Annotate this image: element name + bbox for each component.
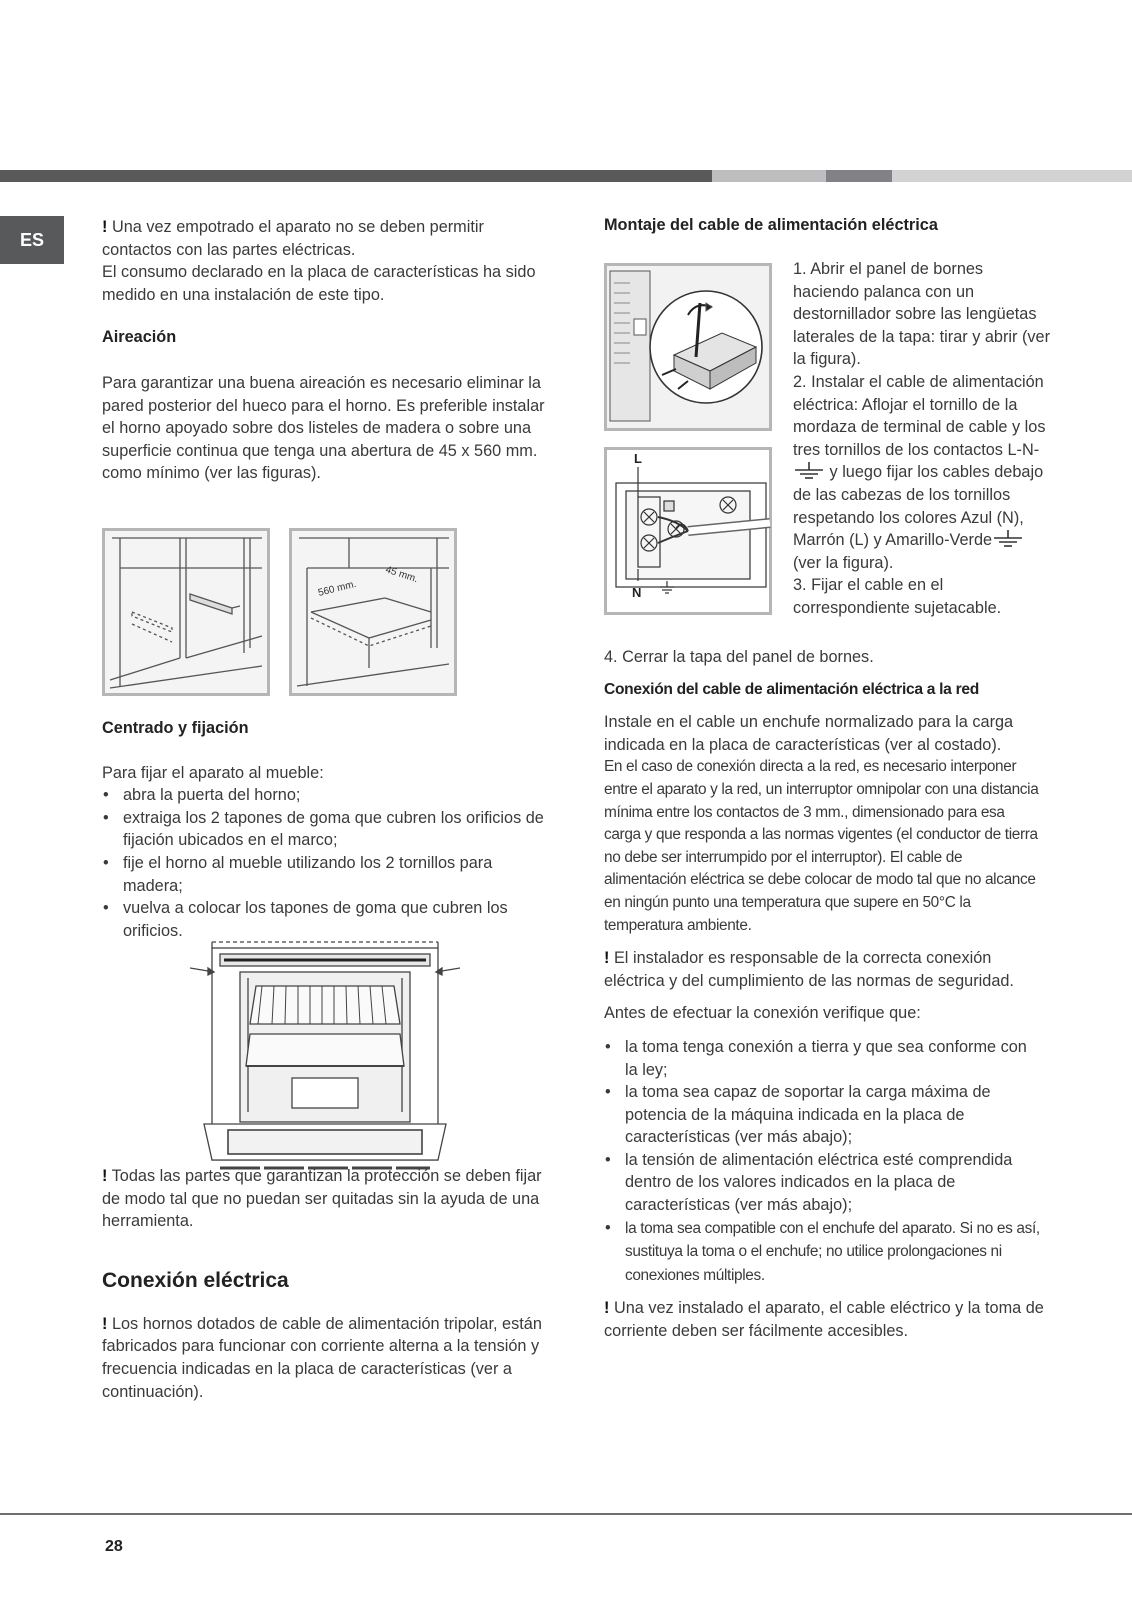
verify-intro: Antes de efectuar la conexión verifique que: bbox=[604, 1004, 921, 1023]
list-item: • la tensión de alimentación eléctrica esté comprendida dentro de los valores indicados en la placa de características (ver más abajo); bbox=[604, 1149, 1044, 1217]
terminal-wiring-figure bbox=[604, 447, 772, 615]
page-number: 28 bbox=[105, 1538, 123, 1555]
electrical-title: Conexión eléctrica bbox=[102, 1268, 289, 1292]
centering-list bbox=[102, 784, 552, 942]
right-column-body bbox=[604, 646, 1044, 1343]
consumption-note: El consumo declarado en la placa de características ha sido medido en una instalación de este tipo. bbox=[102, 263, 536, 304]
list-item: • extraiga los 2 tapones de goma que cubren los orificios de fijación ubicados en el marco; bbox=[102, 807, 552, 852]
aeration-figure-1 bbox=[102, 528, 270, 696]
header-bar-dark bbox=[0, 170, 712, 182]
final-warning: ! Una vez instalado el aparato, el cable eléctrico y la toma de corriente deben ser fácilmente accesibles. bbox=[604, 1299, 1044, 1341]
electrical-warning: ! Los hornos dotados de cable de alimentación tripolar, están fabricados para funcionar con corriente alterna a la tensión y frecuencia indicadas en la placa de características (ver a continuación). bbox=[102, 1314, 542, 1401]
aeration-text: Para garantizar una buena aireación es necesario eliminar la pared posterior del hueco para el horno. Es preferible instalar el horno apoyado sobre dos listeles de madera o sobre una superficie continua que tenga una abertura de 45 x 560 mm. como mínimo (ver las figuras). bbox=[102, 373, 545, 483]
terminal-L-label: L bbox=[634, 451, 642, 466]
list-item: • la toma sea compatible con el enchufe del aparato. Si no es así, sustituya la toma o el enchufe; no utilice prolongaciones ni conexiones múltiples. bbox=[604, 1217, 1044, 1288]
left-column-bottom bbox=[102, 1165, 552, 1403]
warning-mark: ! bbox=[102, 1314, 108, 1333]
direct-connection-text: En el caso de conexión directa a la red, es necesario interponer entre el aparato y la red, un interruptor omnipolar con una distancia mínima entre los contactos de 3 mm., dimensionado para esa carga y que responda a las normas vigentes (el conductor de tierra no debe ser interrumpido por el interruptor). El cable de alimentación eléctrica se debe colocar de modo tal que no alcance en ningún punto una temperatura que supere en 50°C la temperatura ambiente. bbox=[604, 758, 1039, 934]
language-tab: ES bbox=[0, 216, 64, 264]
oven-fixing-figure bbox=[190, 938, 460, 1174]
earth-icon bbox=[793, 462, 825, 480]
header-bar-pale bbox=[892, 170, 1132, 182]
warning-mark: ! bbox=[102, 218, 108, 236]
intro-warning: ! Una vez empotrado el aparato no se deben permitir contactos con las partes eléctricas. bbox=[102, 218, 484, 259]
list-item: • abra la puerta del horno; bbox=[102, 784, 552, 807]
terminal-N-label: N bbox=[632, 585, 642, 600]
list-item: • vuelva a colocar los tapones de goma que cubren los orificios. bbox=[102, 897, 552, 942]
header-bar-mid bbox=[826, 170, 892, 182]
aeration-title: Aireación bbox=[102, 328, 177, 347]
warning-mark: ! bbox=[604, 949, 610, 968]
centering-title: Centrado y fijación bbox=[102, 719, 249, 737]
dim-560-label: 560 mm. bbox=[317, 578, 358, 599]
warning-mark: ! bbox=[102, 1167, 108, 1185]
step-3: 3. Fijar el cable en el correspondiente sujetacable. bbox=[793, 576, 1002, 617]
mount-title: Montaje del cable de alimentación eléctrica bbox=[604, 216, 938, 234]
step-4: 4. Cerrar la tapa del panel de bornes. bbox=[604, 648, 874, 666]
grid-title: Conexión del cable de alimentación eléctrica a la red bbox=[604, 680, 979, 698]
grid-text: Instale en el cable un enchufe normalizado para la carga indicada en la placa de características (ver al costado). bbox=[604, 713, 1014, 754]
dim-45-label: 45 mm. bbox=[384, 564, 420, 586]
earth-icon bbox=[992, 530, 1024, 548]
mount-steps bbox=[793, 258, 1053, 620]
list-item: • la toma tenga conexión a tierra y que sea conforme con la ley; bbox=[604, 1036, 1044, 1081]
aeration-figure-2 bbox=[289, 528, 457, 696]
step-2: 2. Instalar el cable de alimentación eléctrica: Aflojar el tornillo de la mordaza de terminal de cable y los tres tornillos de los contactos L-N- y luego fijar los cables debajo de las cabezas de los tornillos respetando los colores Azul (N), Marrón (L) y Amarillo-Verde (ver la figura). bbox=[793, 372, 1046, 572]
protection-warning: ! Todas las partes que garantizan la protección se deben fijar de modo tal que no puedan ser quitadas sin la ayuda de una herramienta. bbox=[102, 1167, 542, 1231]
warning-mark: ! bbox=[604, 1299, 610, 1318]
step-1: 1. Abrir el panel de bornes haciendo palanca con un destornillador sobre las lengüetas laterales de la tapa: tirar y abrir (ver la figura). bbox=[793, 260, 1050, 369]
terminal-opening-figure bbox=[604, 263, 772, 431]
list-item: • fije el horno al mueble utilizando los 2 tornillos para madera; bbox=[102, 852, 552, 897]
header-bar-light bbox=[712, 170, 826, 182]
footer-rule bbox=[0, 1513, 1132, 1515]
list-item: • la toma sea capaz de soportar la carga máxima de potencia de la máquina indicada en la placa de características (ver más abajo); bbox=[604, 1081, 1044, 1149]
left-column-top bbox=[102, 216, 552, 485]
verify-list bbox=[604, 1036, 1044, 1288]
centering-intro: Para fijar el aparato al mueble: bbox=[102, 763, 324, 782]
installer-warning: ! El instalador es responsable de la correcta conexión eléctrica y del cumplimiento de las normas de seguridad. bbox=[604, 949, 1014, 990]
left-column-centering bbox=[102, 717, 552, 942]
